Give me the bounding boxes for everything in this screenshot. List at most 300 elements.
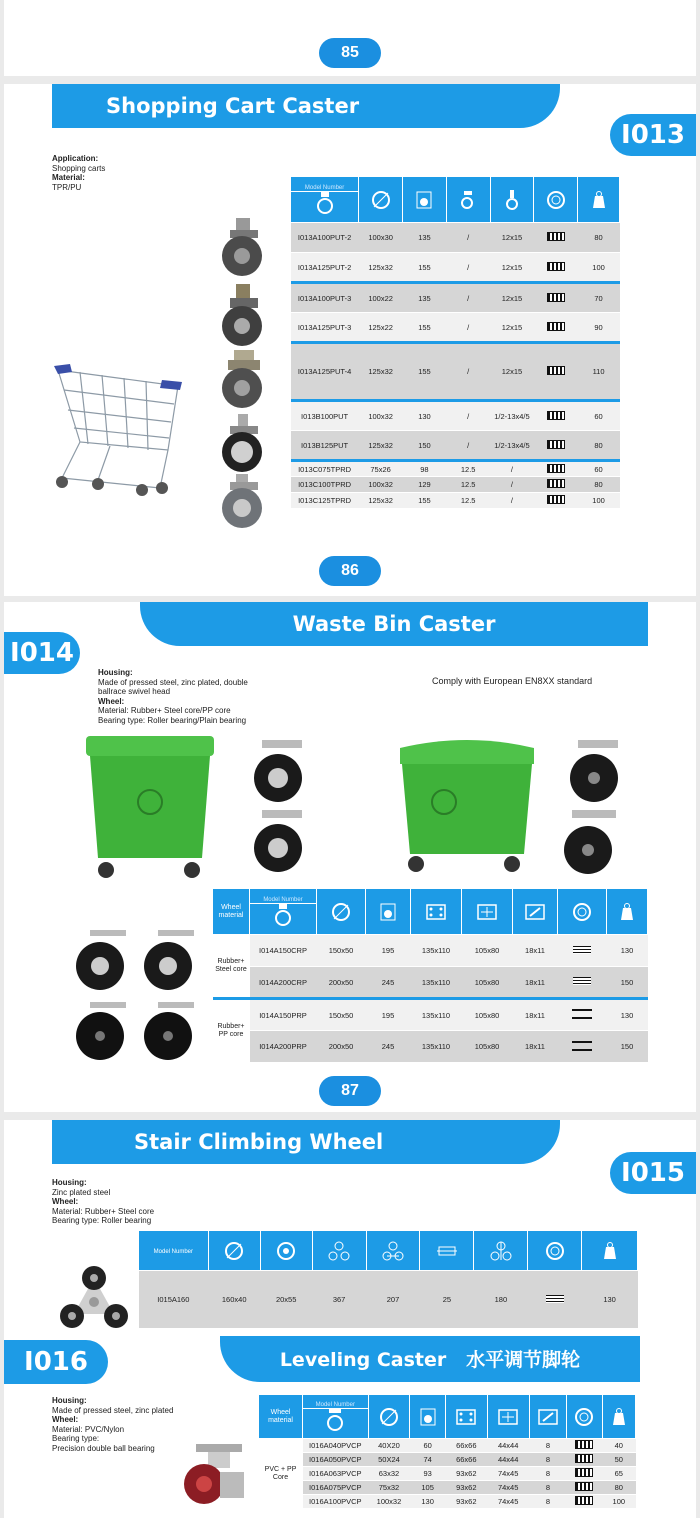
bearing-cell <box>558 967 607 999</box>
wheel-material: Material: PVC/Nylon <box>52 1424 125 1434</box>
bolt-cell: 8 <box>529 1481 567 1495</box>
i016-table-body <box>259 1439 636 1509</box>
bolt-cell: 12x15 <box>490 253 534 283</box>
bolt-cell: 8 <box>529 1439 567 1453</box>
model-cell: I015A160 <box>139 1271 209 1329</box>
bearing-icon <box>567 1407 601 1427</box>
col-bolt <box>513 889 558 935</box>
col-1 <box>208 1231 260 1271</box>
bearing-cell <box>558 999 607 1031</box>
col-bearing <box>558 889 607 935</box>
table-row <box>291 401 620 431</box>
height-cell: 98 <box>403 461 447 477</box>
offset-cell: 12.5 <box>446 461 490 477</box>
caster-image-put4 <box>216 350 272 410</box>
wheel-size-cell: 125x32 <box>359 493 403 509</box>
roller-bearing-icon <box>573 977 591 985</box>
height-cell: 129 <box>403 477 447 493</box>
offset-cell: / <box>446 223 490 253</box>
table-row <box>291 461 620 477</box>
ball-bearing-icon <box>575 1482 593 1491</box>
wheel-size-cell: 100x32 <box>368 1495 410 1509</box>
tri-wheel-span-icon <box>313 1241 366 1261</box>
col-load <box>578 177 620 223</box>
cell: 160x40 <box>208 1271 260 1329</box>
waste-bin-image-1 <box>84 736 216 882</box>
bolt-cell: 18x11 <box>513 967 558 999</box>
hole-cell: 105x80 <box>462 935 513 967</box>
banner-waste-bin-caster: Waste Bin Caster <box>140 602 648 646</box>
model-cell: I016A050PVCP <box>303 1453 369 1467</box>
ball-bearing-icon <box>575 1468 593 1477</box>
plain-bearing-icon <box>572 1009 592 1019</box>
hole-cell: 44x44 <box>487 1439 529 1453</box>
offset-cell: 12.5 <box>446 477 490 493</box>
page-87 <box>4 602 696 1112</box>
col-bearing <box>534 177 578 223</box>
height-cell: 135 <box>403 223 447 253</box>
overall-height-icon <box>366 902 410 922</box>
cell: 367 <box>312 1271 366 1329</box>
caster-group-image <box>70 928 216 1068</box>
col-model <box>291 177 359 223</box>
hole-cell: 105x80 <box>462 967 513 999</box>
hole-cell: 74x45 <box>487 1495 529 1509</box>
product-code-i015: I015 <box>610 1152 696 1194</box>
banner-leveling-caster <box>220 1336 640 1382</box>
load-cell: 110 <box>578 343 620 401</box>
col-load <box>582 1231 638 1271</box>
cell: 207 <box>366 1271 420 1329</box>
col-bolt <box>529 1395 567 1439</box>
model-cell: I013C075TPRD <box>291 461 359 477</box>
model-cell: I013B125PUT <box>291 431 359 461</box>
model-cell: I013C125TPRD <box>291 493 359 509</box>
tri-wheel-height-icon <box>474 1241 527 1261</box>
offset-cell: / <box>446 313 490 343</box>
col-wheel-size <box>359 177 403 223</box>
caster-image-put2 <box>216 218 272 278</box>
page-number-badge: 86 <box>319 556 381 586</box>
page-number-badge: 85 <box>319 38 381 68</box>
load-cell: 80 <box>578 223 620 253</box>
bolt-cell: / <box>490 461 534 477</box>
load-cell: 80 <box>602 1481 635 1495</box>
col-bolt <box>490 177 534 223</box>
bolt-cell: / <box>490 477 534 493</box>
cell: 25 <box>420 1271 474 1329</box>
banner-stair-climbing-wheel: Stair Climbing Wheel <box>52 1120 560 1164</box>
shopping-cart-image <box>50 360 190 500</box>
height-cell: 93 <box>410 1467 445 1481</box>
table-row <box>259 1439 636 1453</box>
table-row <box>291 431 620 461</box>
roller-bearing-icon <box>573 946 591 954</box>
col-plate <box>411 889 462 935</box>
bolt-cell: 8 <box>529 1467 567 1481</box>
model-cell: I013A125PUT-3 <box>291 313 359 343</box>
height-cell: 105 <box>410 1481 445 1495</box>
wheel-material-cell: Rubber+ PP core <box>213 999 250 1063</box>
overall-height-icon <box>403 190 446 210</box>
bolt-cell: 18x11 <box>513 935 558 967</box>
wheel-size-cell: 100x32 <box>359 477 403 493</box>
table-row <box>213 967 648 999</box>
ball-bearing-icon <box>547 440 565 449</box>
ball-bearing-icon <box>547 479 565 488</box>
load-cell: 130 <box>607 935 648 967</box>
ball-bearing-icon <box>547 495 565 504</box>
bearing-cell <box>534 343 578 401</box>
i013-table-body <box>291 223 620 509</box>
wheel-size-cell: 50X24 <box>368 1453 410 1467</box>
i016-spec-table <box>258 1394 636 1509</box>
col-wheel-material <box>213 889 250 935</box>
bearing-cell <box>534 223 578 253</box>
bearing-cell <box>534 431 578 461</box>
caster-icon <box>291 192 358 214</box>
height-cell: 155 <box>403 253 447 283</box>
wheel-caster-image-4 <box>558 810 628 880</box>
bearing-cell <box>567 1453 602 1467</box>
i013-spec-table <box>290 176 620 509</box>
wheel-label: Wheel: <box>52 1197 79 1206</box>
bearing-icon <box>528 1241 581 1261</box>
waste-bin-image-2 <box>392 738 542 878</box>
product-code-i016: I016 <box>4 1340 108 1384</box>
tri-wheel-width-icon <box>420 1241 473 1261</box>
top-plate-icon <box>446 1407 487 1427</box>
load-cell: 130 <box>582 1271 638 1329</box>
wheel-caster-image-2 <box>248 810 314 876</box>
swivel-offset-icon <box>447 190 490 210</box>
ball-bearing-icon <box>547 322 565 331</box>
model-number-header: Model Number <box>291 185 358 192</box>
offset-cell: / <box>446 343 490 401</box>
standard-note: Comply with European EN8XX standard <box>432 676 593 686</box>
page-85 <box>4 0 696 76</box>
bearing-cell <box>528 1271 582 1329</box>
ball-bearing-icon <box>547 232 565 241</box>
load-cell: 80 <box>578 431 620 461</box>
bolt-cell: / <box>490 493 534 509</box>
leveling-caster-title-cn: 水平调节脚轮 <box>466 1349 581 1371</box>
height-cell: 195 <box>366 999 411 1031</box>
plate-cell: 135x110 <box>411 1031 462 1063</box>
plate-cell: 135x110 <box>411 999 462 1031</box>
col-height <box>403 177 447 223</box>
model-cell: I013C100TPRD <box>291 477 359 493</box>
height-cell: 150 <box>403 431 447 461</box>
spec-info <box>98 668 278 725</box>
housing-label: Housing: <box>52 1396 87 1405</box>
housing-value: Made of pressed steel, zinc plated <box>52 1405 174 1415</box>
bolt-cell: 12x15 <box>490 223 534 253</box>
product-code-i014: I014 <box>4 632 80 674</box>
wheel-size-cell: 150x50 <box>317 999 366 1031</box>
caster-icon <box>303 1409 368 1431</box>
material-value: TPR/PU <box>52 182 82 192</box>
bearing-label: Bearing type: <box>52 1434 100 1443</box>
axle-size-icon <box>261 1241 312 1261</box>
col-6 <box>474 1231 528 1271</box>
ball-bearing-icon <box>575 1454 593 1463</box>
model-cell: I016A100PVCP <box>303 1495 369 1509</box>
weight-kg-icon <box>582 1241 637 1261</box>
wheel-diameter-icon <box>317 902 365 922</box>
table-row <box>259 1495 636 1509</box>
table-row <box>259 1467 636 1481</box>
bearing-cell <box>534 477 578 493</box>
wheel-size-cell: 125x32 <box>359 253 403 283</box>
wheel-material-header: Wheel material <box>268 1408 293 1424</box>
page-86 <box>4 84 696 596</box>
col-load <box>602 1395 635 1439</box>
wheel-size-cell: 125x32 <box>359 431 403 461</box>
material-label: Material: <box>52 173 85 182</box>
table-row <box>291 223 620 253</box>
table-row <box>213 935 648 967</box>
wheel-size-cell: 150x50 <box>317 935 366 967</box>
offset-cell: / <box>446 431 490 461</box>
wheel-size-cell: 63x32 <box>368 1467 410 1481</box>
spec-info <box>52 1178 212 1226</box>
bearing-cell <box>567 1439 602 1453</box>
table-row <box>213 999 648 1031</box>
wheel-size-cell: 200x50 <box>317 1031 366 1063</box>
housing-value: Zinc plated steel <box>52 1187 111 1197</box>
bolt-cell: 18x11 <box>513 999 558 1031</box>
load-cell: 100 <box>602 1495 635 1509</box>
table-row <box>213 1031 648 1063</box>
load-cell: 130 <box>607 999 648 1031</box>
col-hole <box>462 889 513 935</box>
wheel-size-cell: 75x32 <box>368 1481 410 1495</box>
page-number-badge: 87 <box>319 1076 381 1106</box>
load-cell: 100 <box>578 493 620 509</box>
col-model <box>139 1231 209 1271</box>
height-cell: 155 <box>403 313 447 343</box>
hole-cell: 74x45 <box>487 1467 529 1481</box>
overall-height-icon <box>410 1407 444 1427</box>
i015-spec-table <box>138 1230 638 1329</box>
spec-info <box>52 154 202 192</box>
housing-label: Housing: <box>52 1178 87 1187</box>
col-bearing <box>567 1395 602 1439</box>
bearing-cell <box>534 461 578 477</box>
hole-cell: 105x80 <box>462 1031 513 1063</box>
wheel-material-cell: Rubber+ Steel core <box>213 935 250 999</box>
weight-kg-icon <box>578 190 619 210</box>
weight-kg-icon <box>603 1407 635 1427</box>
col-2 <box>260 1231 312 1271</box>
wheel-diameter-icon <box>359 190 402 210</box>
height-cell: 245 <box>366 967 411 999</box>
bolt-cell: 18x11 <box>513 1031 558 1063</box>
top-plate-icon <box>411 902 461 922</box>
bolt-hole-size-icon <box>530 1407 567 1427</box>
model-cell: I013B100PUT <box>291 401 359 431</box>
bearing-cell <box>534 283 578 313</box>
stem-bolt-icon <box>491 190 534 210</box>
wheel-bearing: Bearing type: Roller bearing <box>52 1216 152 1225</box>
col-height <box>366 889 411 935</box>
wheel-size-cell: 100x32 <box>359 401 403 431</box>
height-cell: 135 <box>403 283 447 313</box>
bearing-cell <box>534 313 578 343</box>
col-plate <box>445 1395 487 1439</box>
wheel-size-cell: 100x22 <box>359 283 403 313</box>
plate-cell: 93x62 <box>445 1467 487 1481</box>
plate-cell: 135x110 <box>411 935 462 967</box>
bolt-cell: 12x15 <box>490 313 534 343</box>
col-wheel-material <box>259 1395 303 1439</box>
col-load <box>607 889 648 935</box>
load-cell: 60 <box>578 461 620 477</box>
caster-icon <box>250 904 316 926</box>
table-row <box>291 313 620 343</box>
model-cell: I013A100PUT-3 <box>291 283 359 313</box>
bearing-cell <box>558 1031 607 1063</box>
model-cell: I013A125PUT-4 <box>291 343 359 401</box>
wheel-material: Material: Rubber+ Steel core/PP core <box>98 706 231 715</box>
model-cell: I014A200CRP <box>250 967 317 999</box>
table-row <box>291 477 620 493</box>
bearing-icon <box>558 902 606 922</box>
plate-cell: 93x62 <box>445 1481 487 1495</box>
banner-shopping-cart-caster: Shopping Cart Caster <box>52 84 560 128</box>
wheel-caster-image-3 <box>564 740 630 806</box>
height-cell: 195 <box>366 935 411 967</box>
caster-image-c-tprd <box>216 474 272 530</box>
page-88 <box>4 1120 696 1518</box>
load-cell: 65 <box>602 1467 635 1481</box>
tri-wheel-center-icon <box>367 1241 420 1261</box>
housing-label: Housing: <box>98 668 133 677</box>
col-5 <box>420 1231 474 1271</box>
roller-bearing-icon <box>546 1295 564 1303</box>
wheel-label: Wheel: <box>52 1415 79 1424</box>
weight-kg-icon <box>607 902 647 922</box>
ball-bearing-icon <box>547 293 565 302</box>
height-cell: 130 <box>403 401 447 431</box>
wheel-size-cell: 125x22 <box>359 313 403 343</box>
model-cell: I013A125PUT-2 <box>291 253 359 283</box>
bearing-cell <box>558 935 607 967</box>
i014-table-body <box>213 935 648 1063</box>
bearing-value: Precision double ball bearing <box>52 1443 155 1453</box>
stair-climbing-wheel-image <box>58 1264 130 1336</box>
wheel-size-cell: 40X20 <box>368 1439 410 1453</box>
bearing-cell <box>567 1481 602 1495</box>
col-3 <box>312 1231 366 1271</box>
hole-cell: 74x45 <box>487 1481 529 1495</box>
hole-cell: 105x80 <box>462 999 513 1031</box>
bearing-cell <box>534 401 578 431</box>
i014-spec-table <box>212 888 648 1063</box>
ball-bearing-icon <box>547 366 565 375</box>
bearing-cell <box>534 253 578 283</box>
bolt-cell: 12x15 <box>490 283 534 313</box>
bearing-cell <box>567 1495 602 1509</box>
table-row <box>139 1271 638 1329</box>
table-row <box>291 283 620 313</box>
model-cell: I016A040PVCP <box>303 1439 369 1453</box>
offset-cell: 12.5 <box>446 493 490 509</box>
ball-bearing-icon <box>547 262 565 271</box>
spec-info <box>52 1396 192 1453</box>
bolt-hole-spacing-icon <box>462 902 512 922</box>
model-number-header: Model Number <box>153 1249 194 1255</box>
col-wheel-size <box>317 889 366 935</box>
wheel-material-cell: PVC + PP Core <box>259 1439 303 1509</box>
wheel-size-cell: 100x30 <box>359 223 403 253</box>
wheel-material: Material: Rubber+ Steel core <box>52 1206 155 1216</box>
bolt-hole-spacing-icon <box>488 1407 529 1427</box>
wheel-size-cell: 75x26 <box>359 461 403 477</box>
caster-image-b-put <box>216 414 272 474</box>
bearing-icon <box>534 190 577 210</box>
wheel-diameter-icon <box>369 1407 410 1427</box>
plate-cell: 135x110 <box>411 967 462 999</box>
model-number-header: Model Number <box>303 1402 368 1409</box>
load-cell: 50 <box>602 1453 635 1467</box>
model-cell: I014A150PRP <box>250 999 317 1031</box>
bolt-cell: 8 <box>529 1495 567 1509</box>
model-cell: I016A063PVCP <box>303 1467 369 1481</box>
table-row <box>259 1481 636 1495</box>
height-cell: 155 <box>403 343 447 401</box>
load-cell: 90 <box>578 313 620 343</box>
bolt-hole-size-icon <box>513 902 557 922</box>
load-cell: 40 <box>602 1439 635 1453</box>
wheel-label: Wheel: <box>98 696 125 706</box>
offset-cell: / <box>446 283 490 313</box>
col-hole <box>487 1395 529 1439</box>
ball-bearing-icon <box>547 411 565 420</box>
col-height <box>410 1395 445 1439</box>
hole-cell: 44x44 <box>487 1453 529 1467</box>
load-cell: 80 <box>578 477 620 493</box>
model-cell: I014A150CRP <box>250 935 317 967</box>
model-cell: I014A200PRP <box>250 1031 317 1063</box>
bearing-cell <box>534 493 578 509</box>
table-row <box>291 493 620 509</box>
wheel-diameter-icon <box>209 1241 260 1261</box>
product-code-i013: I013 <box>610 114 696 156</box>
load-cell: 100 <box>578 253 620 283</box>
col-wheel-size <box>368 1395 410 1439</box>
load-cell: 150 <box>607 967 648 999</box>
cell: 20x55 <box>260 1271 312 1329</box>
col-4 <box>366 1231 420 1271</box>
housing-value: Made of pressed steel, zinc plated, double ballrace swivel head <box>98 677 248 696</box>
col-offset <box>446 177 490 223</box>
wheel-size-cell: 200x50 <box>317 967 366 999</box>
application-label: Application: <box>52 154 99 163</box>
table-row <box>291 253 620 283</box>
col-model <box>303 1395 369 1439</box>
table-row <box>259 1453 636 1467</box>
wheel-caster-image-1 <box>248 740 314 806</box>
wheel-bearing: Bearing type: Roller bearing/Plain bearing <box>98 715 247 725</box>
col-model <box>250 889 317 935</box>
wheel-size-cell: 125x32 <box>359 343 403 401</box>
leveling-caster-title: Leveling Caster <box>279 1349 447 1371</box>
ball-bearing-icon <box>547 464 565 473</box>
model-cell: I016A075PVCP <box>303 1481 369 1495</box>
col-bearing <box>528 1231 582 1271</box>
